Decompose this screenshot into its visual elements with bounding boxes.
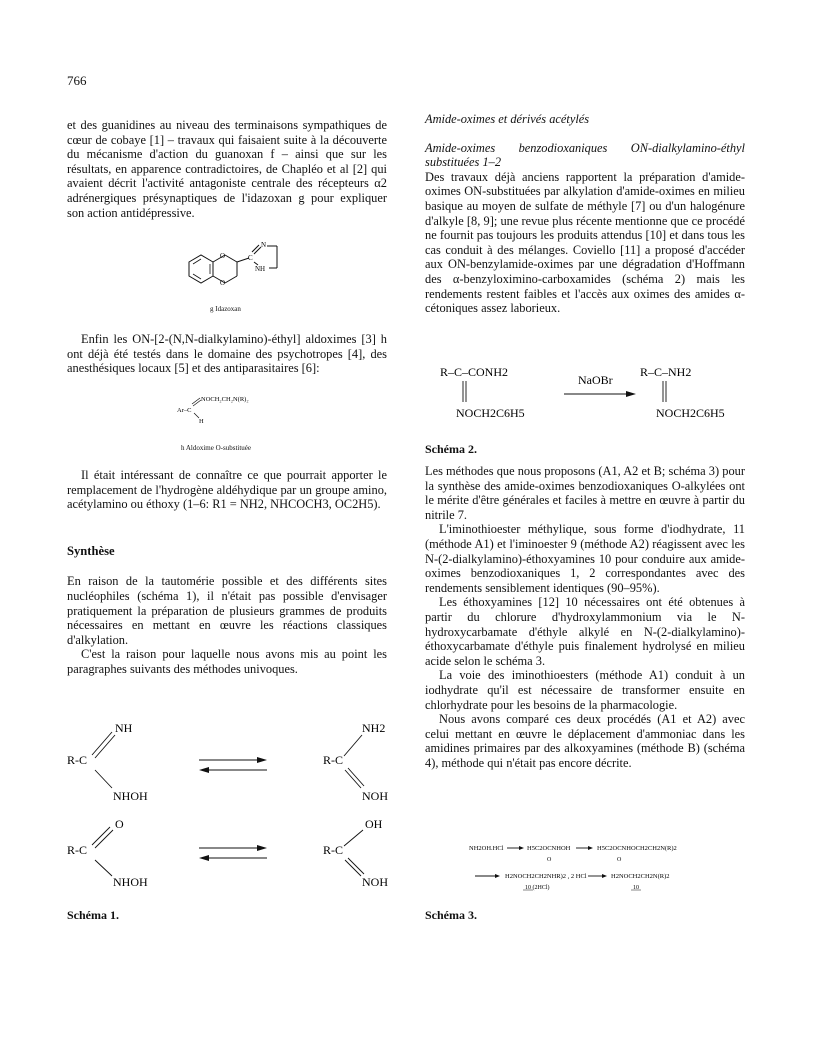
s1-oh: OH bbox=[365, 817, 383, 831]
s1-o: O bbox=[115, 817, 124, 831]
s1-nhoh-1: NHOH bbox=[113, 789, 148, 803]
svg-text:C: C bbox=[248, 254, 253, 262]
right-paragraph-4: Les éthoxyamines [12] 10 nécessaires ont été obtenues à partir du chlorure d'hydroxylammonium via le N-hydroxycarbamate d'éthyle alkylé en N-(2-dialkylamino)-éthoxycarbamate d'éthyle puis finalement hydrolysé en milieu acide selon le schéma 3. bbox=[425, 595, 745, 668]
right-paragraph-1: Des travaux déjà anciens rapportent la préparation d'amide-oximes ON-substituées par alkylation d'amide-oximes en milieu basique au moyen de sulfate de méthyle [7] ou d'un halogénure d'alkyle [8, 9]; une revue plus récente mentionne que ce procédé ne fournit pas toujours les produits attendus [10] et dans tous les cas conduit à des mélanges. Coviello [11] a proposé d'accéder aux ON-benzylamide-oximes par une dégradation d'Hoffmann des α-benzyloximino-carboxamides (schéma 2) mais les rendements restent faibles et l'accès aux oximes des amides α-cétoniques assez laborieux. bbox=[425, 169, 745, 316]
svg-text:Ar–C: Ar–C bbox=[177, 407, 192, 414]
schema-3-label: Schéma 3. bbox=[425, 908, 477, 922]
page-number: 766 bbox=[67, 73, 87, 88]
right-heading-1: Amide-oximes et dérivés acétylés bbox=[425, 112, 590, 126]
left-paragraph-2: Enfin les ON-[2-(N,N-dialkylamino)-éthyl] aldoximes [3] h ont déjà été testés dans le domaine des psychotropes [4], des anesthésiques locaux [5] et des antiparasitaires [6]: bbox=[67, 332, 387, 376]
aldoxime-caption: h Aldoxime O-substituée bbox=[181, 444, 251, 452]
svg-text:O: O bbox=[220, 252, 226, 260]
s3-step-4-label: 10 (2HCl) bbox=[525, 885, 550, 891]
s2-right-top: R–C–NH2 bbox=[640, 365, 692, 379]
schema-3 bbox=[455, 838, 755, 898]
s3-o-2: O bbox=[617, 857, 622, 863]
right-heading-2: Amide-oximes benzodioxaniques ON-dialkylamino-éthyl substituées 1–2 bbox=[425, 140, 745, 170]
left-column-mid bbox=[67, 332, 387, 376]
s3-o-1: O bbox=[547, 857, 552, 863]
s1-rc-2: R-C bbox=[323, 753, 344, 767]
s1-noh-2: NOH bbox=[362, 875, 388, 888]
s1-noh-1: NOH bbox=[362, 789, 388, 803]
s1-rc-4: R-C bbox=[323, 843, 344, 857]
s1-rc-3: R-C bbox=[67, 843, 88, 857]
right-column-bottom bbox=[425, 464, 745, 770]
s2-reagent: NaOBr bbox=[578, 373, 613, 387]
svg-text:H: H bbox=[199, 418, 204, 425]
left-column-top bbox=[67, 118, 387, 220]
s1-nh2: NH2 bbox=[362, 721, 386, 735]
right-paragraph-6: Nous avons comparé ces deux procédés (A1 et A2) avec celui mettant en œuvre le déplacement d'ammoniac dans les amidines primaires par des alkoxyamines (méthode B) (schéma 4), méthode qui n'était pas encore décrite. bbox=[425, 712, 745, 770]
s1-nhoh-2: NHOH bbox=[113, 875, 148, 888]
left-paragraph-4: En raison de la tautomérie possible et des différents sites nucléophiles (schéma 1), il n'était pas possible d'envisager pratiquement la préparation de plusieurs grammes de produits nécessaires en mettant en œuvre les réactions classiques d'alkylation. bbox=[67, 574, 387, 647]
svg-text:NH: NH bbox=[255, 265, 266, 273]
s3-step-1: NH2OH.HCl bbox=[469, 845, 504, 852]
svg-text:O: O bbox=[220, 279, 226, 287]
left-column-low bbox=[67, 468, 387, 677]
left-paragraph-5: C'est la raison pour laquelle nous avons mis au point les paragraphes suivants des méthodes univoques. bbox=[67, 647, 387, 676]
s3-step-2: H5C2OCNHOH bbox=[527, 845, 571, 852]
right-column-top bbox=[425, 112, 745, 316]
schema-2-label: Schéma 2. bbox=[425, 442, 477, 456]
s2-left-top: R–C–CONH2 bbox=[440, 365, 509, 379]
right-paragraph-5: La voie des iminothioesters (méthode A1) conduit à un iodhydrate qu'il est nécessaire de transformer ensuite en chlorhydrate pour les besoins de la pharmacologie. bbox=[425, 668, 745, 712]
s2-right-bottom: NOCH2C6H5 bbox=[656, 406, 725, 420]
svg-text:NOCH₂CH₂N(R)₂: NOCH₂CH₂N(R)₂ bbox=[201, 396, 249, 403]
aldoxime-structure bbox=[175, 390, 285, 430]
right-paragraph-3: L'iminothioester méthylique, sous forme d'iodhydrate, 11 (méthode A1) et l'iminoester 9 (méthode A2) réagissent avec les N-(2-dialkylamino)-éthoxyamines 10 pour conduire aux amide-oximes benzodioxaniques 1, 2 correspondantes avec des rendements sensiblement identiques (90–95%). bbox=[425, 522, 745, 595]
left-paragraph-1: et des guanidines au niveau des terminaisons sympathiques de cœur de cobaye [1] – travaux qui faisaient suite à la découverte du mécanisme d'action du guanoxan f – ainsi que sur les résultats, en apparence contradictoires, de Chapléo et al [2] qui avaient décrit l'activité antagoniste centrale des récepteurs α2 adrénergiques présynaptiques de l'idazoxan g pour expliquer son action antidépressive. bbox=[67, 118, 387, 220]
s3-step-3: H5C2OCNHOCH2CH2N(R)2 bbox=[597, 845, 677, 852]
right-paragraph-2: Les méthodes que nous proposons (A1, A2 et B; schéma 3) pour la synthèse des amide-oximes benzodioxaniques O-alkylées ont le mérite d'être générales et faciles à mettre en œuvre à partir du nitrile 7. bbox=[425, 464, 745, 522]
synthese-heading: Synthèse bbox=[67, 543, 115, 558]
s1-nh: NH bbox=[115, 721, 133, 735]
left-paragraph-3: Il était intéressant de connaître ce que pourrait apporter le remplacement de l'hydrogène aldéhydique par un groupe amino, acétylamino ou éthoxy (1–6: R1 = NH2, NHCOCH3, OC2H5). bbox=[67, 468, 387, 512]
svg-text:N: N bbox=[261, 241, 267, 249]
schema-2 bbox=[440, 362, 760, 432]
s3-step-5: H2NOCH2CH2N(R)2 bbox=[611, 873, 670, 880]
s3-step-5-label: 10 bbox=[633, 885, 639, 891]
idazoxan-structure bbox=[175, 240, 295, 315]
s1-rc-1: R-C bbox=[67, 753, 88, 767]
s2-left-bottom: NOCH2C6H5 bbox=[456, 406, 525, 420]
schema-1-label: Schéma 1. bbox=[67, 908, 119, 922]
idazoxan-caption: g Idazoxan bbox=[210, 305, 241, 313]
schema-1 bbox=[67, 718, 397, 888]
s3-step-4: H2NOCH2CH2NHR)2 , 2 HCl bbox=[505, 873, 587, 880]
